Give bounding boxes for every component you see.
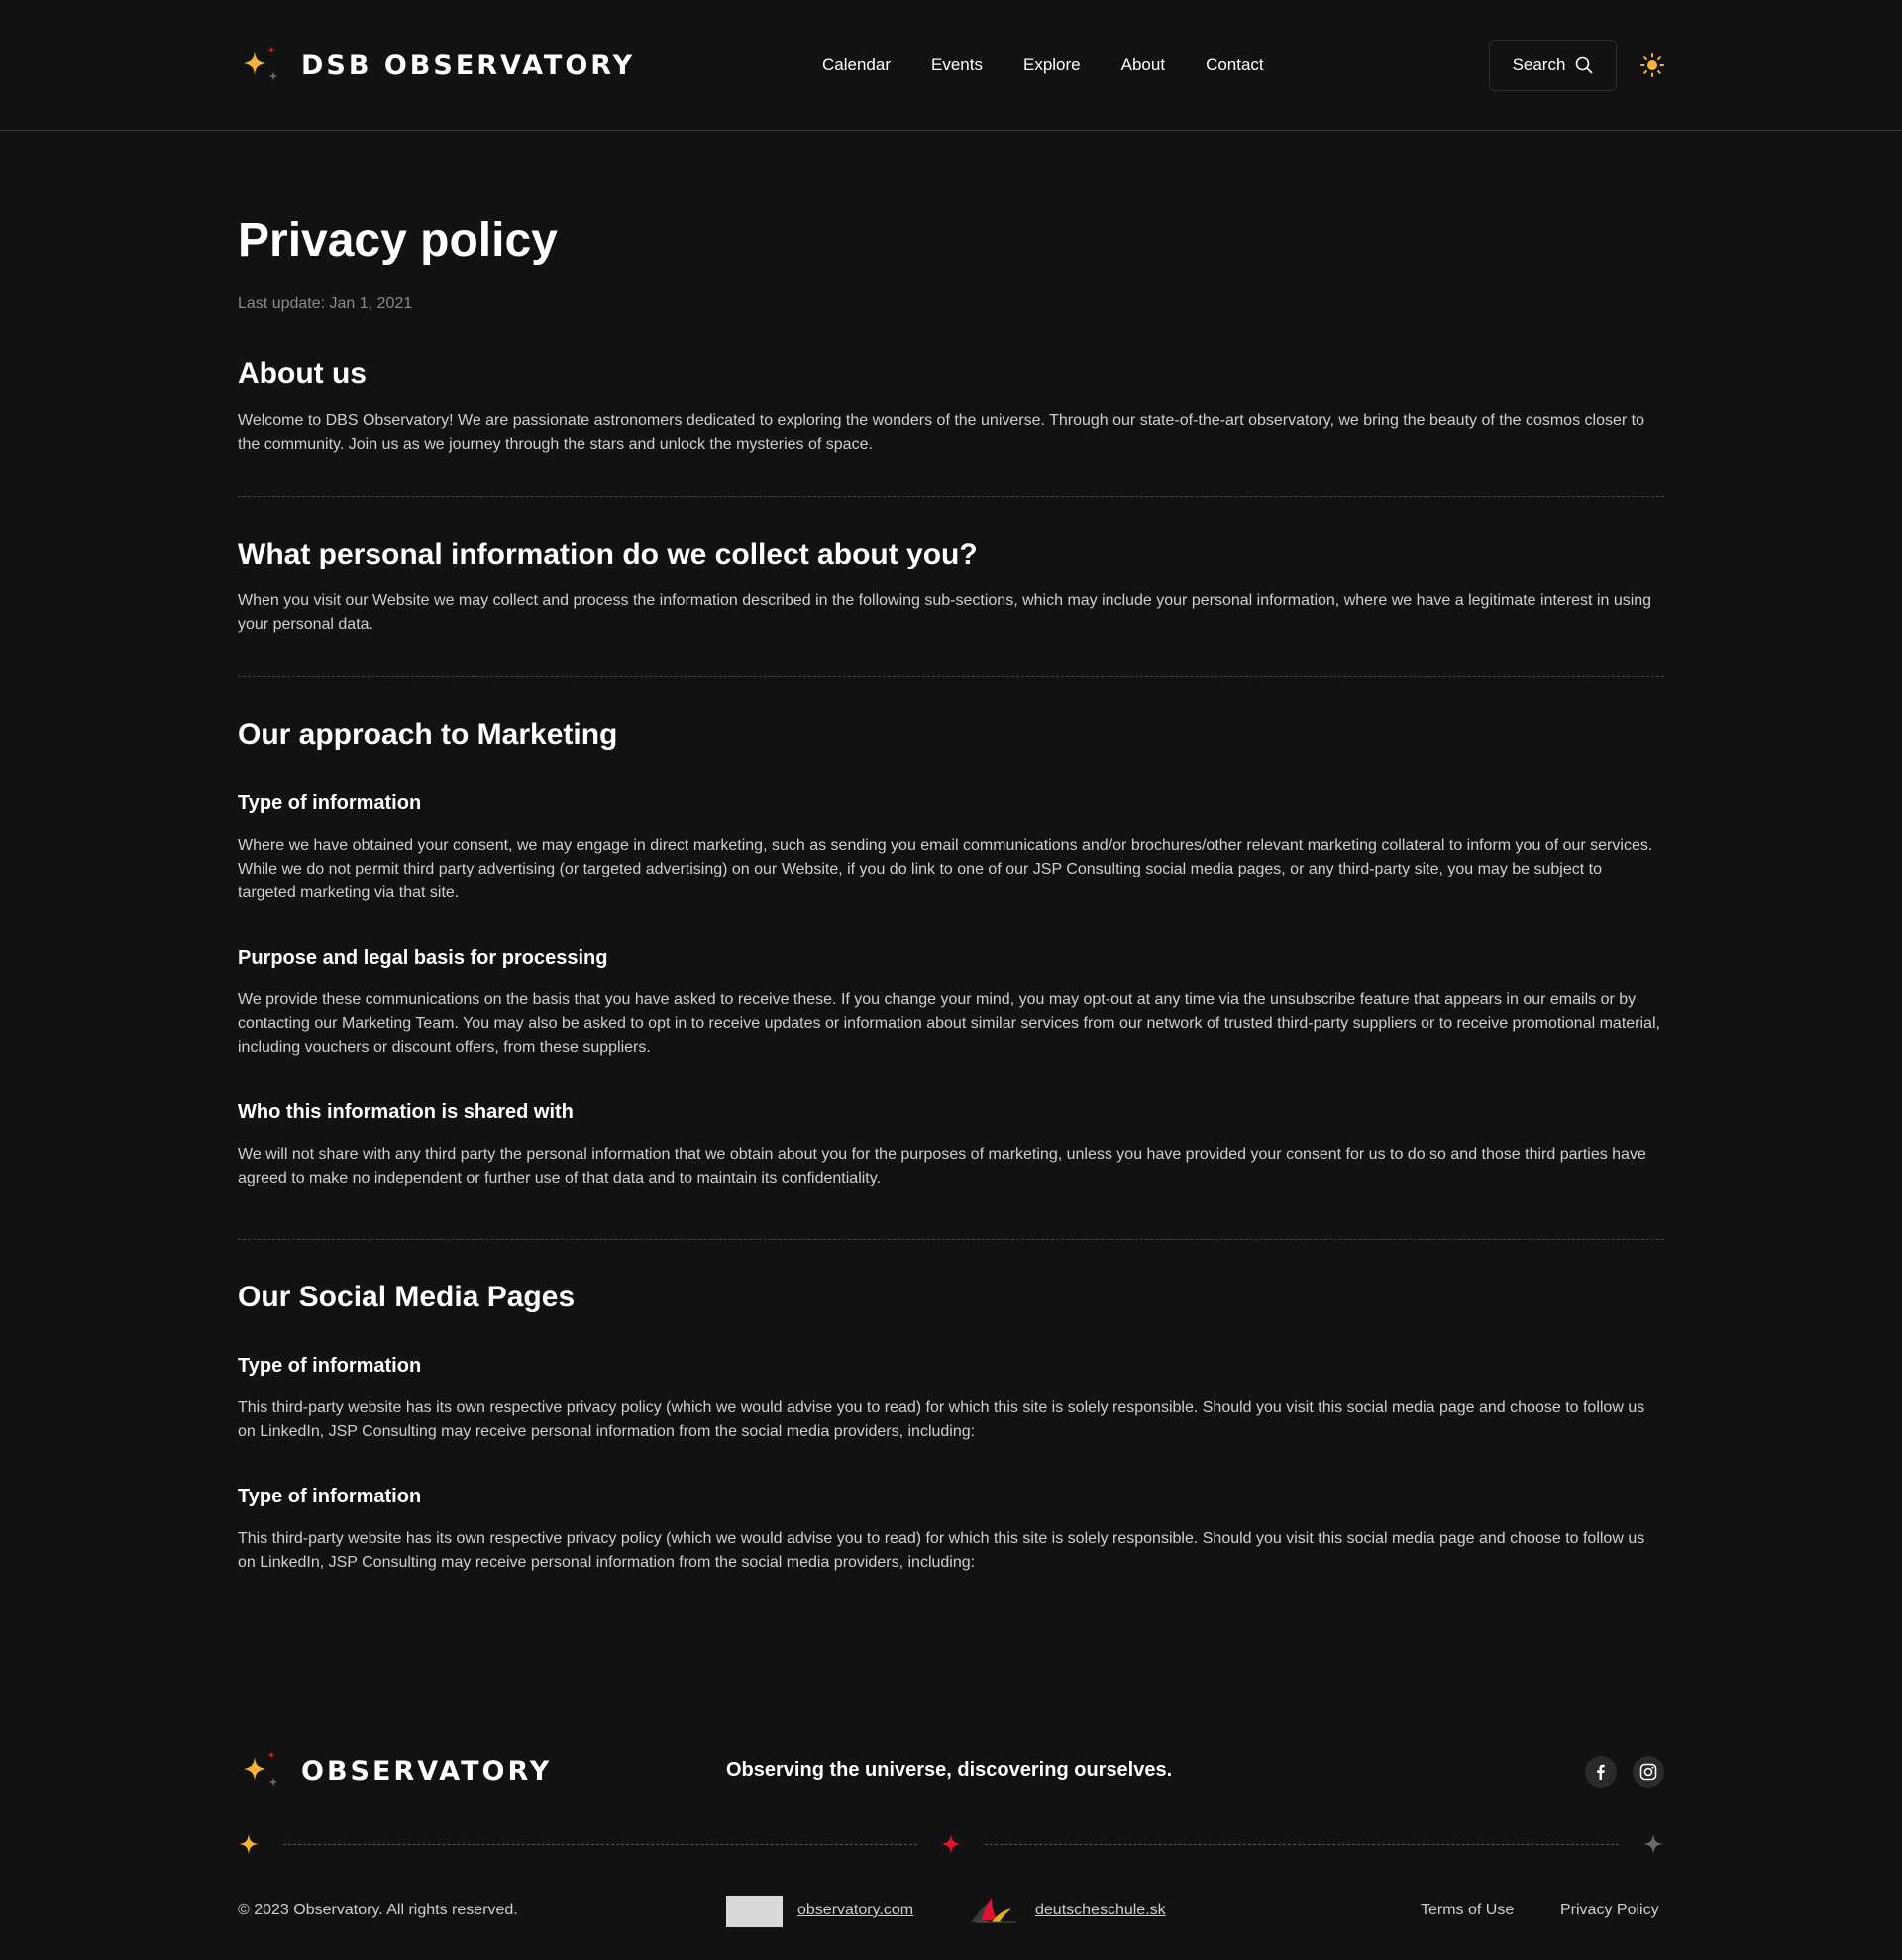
facebook-icon xyxy=(1593,1764,1609,1780)
section-divider xyxy=(238,676,1664,677)
subsection-body: This third-party website has its own respective privacy policy (which we would advise you to read) for which this site is solely responsible. Should you visit this social media page and choose to follow us on LinkedIn, JSP Consulting may receive personal information from the social media providers, including: xyxy=(238,1530,1645,1571)
partner-logo-placeholder xyxy=(726,1896,783,1927)
section-body: When you visit our Website we may collect and process the information described in the following sub-sections, which may include your personal information, where we have a legitimate interest in using your personal data. xyxy=(238,592,1652,633)
subsection-body: We will not share with any third party the personal information that we obtain about you for the purposes of marketing, unless you have provided your consent for us to do so and those third parties have agreed to make no independent or further use of that data and to maintain its confidentiality. xyxy=(238,1146,1646,1186)
brand-logo[interactable] xyxy=(238,44,635,87)
partner-link-deutscheschule[interactable]: deutscheschule.sk xyxy=(1035,1902,1166,1918)
instagram-icon xyxy=(1639,1763,1657,1781)
footer-tagline: Observing the universe, discovering ourselves. xyxy=(726,1759,1173,1781)
subsection-body: This third-party website has its own respective privacy policy (which we would advise you to read) for which this site is solely responsible. Should you visit this social media page and choose to follow us on LinkedIn, JSP Consulting may receive personal information from the social media providers, including: xyxy=(238,1399,1645,1440)
section-about xyxy=(238,357,1664,457)
section-heading: Our approach to Marketing xyxy=(238,718,618,751)
star-icon xyxy=(940,1833,962,1855)
theme-toggle-button[interactable] xyxy=(1639,52,1665,78)
subsection-heading: Who this information is shared with xyxy=(238,1101,574,1123)
brand-name: DSB OBSERVATORY xyxy=(301,50,636,81)
facebook-link[interactable] xyxy=(1585,1756,1617,1788)
section-social xyxy=(238,1280,1664,1575)
subsection-body: We provide these communications on the basis that you have asked to receive these. If you change your mind, you may opt-out at any time via the unsubscribe feature that appears in our emails or by contacting our Marketing Team. You may also be asked to opt in to receive updates or information about similar services from our network of trusted third-party suppliers or to receive promotional material, including vouchers or discount offers, from these suppliers. xyxy=(238,991,1660,1056)
logo-sparkle-icon xyxy=(238,1749,281,1793)
star-icon xyxy=(238,1833,260,1855)
section-heading: About us xyxy=(238,358,367,390)
subsection-heading: Type of information xyxy=(238,792,422,814)
footer-brand-logo[interactable] xyxy=(238,1749,552,1793)
section-marketing xyxy=(238,717,1664,1190)
last-update: Last update: Jan 1, 2021 xyxy=(238,295,413,312)
star-icon xyxy=(1642,1833,1664,1855)
instagram-link[interactable] xyxy=(1633,1756,1664,1788)
nav-events[interactable]: Events xyxy=(931,55,983,74)
subsection-heading: Type of information xyxy=(238,1486,422,1507)
nav-calendar[interactable]: Calendar xyxy=(822,55,891,74)
sun-icon xyxy=(1639,52,1665,78)
subsection-body: Where we have obtained your consent, we may engage in direct marketing, such as sending you email communications and/or brochures/other relevant marketing collateral to inform you of our services. While we do not permit third party advertising (or targeted advertising) on our Website, if you do link to one of our JSP Consulting social media pages, or any third-party site, you may be subject to targeted marketing via that site. xyxy=(238,837,1653,901)
privacy-policy-link[interactable]: Privacy Policy xyxy=(1560,1902,1659,1918)
terms-of-use-link[interactable]: Terms of Use xyxy=(1421,1902,1515,1918)
subsection-heading: Purpose and legal basis for processing xyxy=(238,947,608,969)
section-body: Welcome to DBS Observatory! We are passionate astronomers dedicated to exploring the wonders of the universe. Through our state-of-the-art observatory, we bring the beauty of the cosmos closer to the community. Join us as we journey through the stars and unlock the mysteries of space. xyxy=(238,412,1644,453)
section-divider xyxy=(238,496,1664,497)
section-divider xyxy=(238,1239,1664,1240)
main-nav xyxy=(822,0,1264,131)
partner-school-logo xyxy=(968,1895,1019,1926)
nav-contact[interactable]: Contact xyxy=(1206,55,1264,74)
partner-link-observatory[interactable]: observatory.com xyxy=(797,1902,914,1918)
search-icon xyxy=(1575,56,1593,74)
footer-divider xyxy=(283,1844,917,1845)
section-collect xyxy=(238,537,1664,637)
page-title: Privacy policy xyxy=(238,214,558,266)
search-button[interactable] xyxy=(1489,40,1617,91)
nav-explore[interactable]: Explore xyxy=(1022,55,1081,74)
copyright: © 2023 Observatory. All rights reserved. xyxy=(238,1902,518,1918)
site-header xyxy=(0,0,1902,131)
footer-divider xyxy=(985,1844,1619,1845)
search-label: Search xyxy=(1512,55,1566,74)
logo-sparkle-icon xyxy=(238,44,281,87)
nav-about[interactable]: About xyxy=(1120,55,1166,74)
section-heading: Our Social Media Pages xyxy=(238,1281,576,1313)
footer-brand-name: OBSERVATORY xyxy=(301,1755,553,1787)
section-heading: What personal information do we collect about you? xyxy=(238,538,978,570)
subsection-heading: Type of information xyxy=(238,1355,422,1377)
